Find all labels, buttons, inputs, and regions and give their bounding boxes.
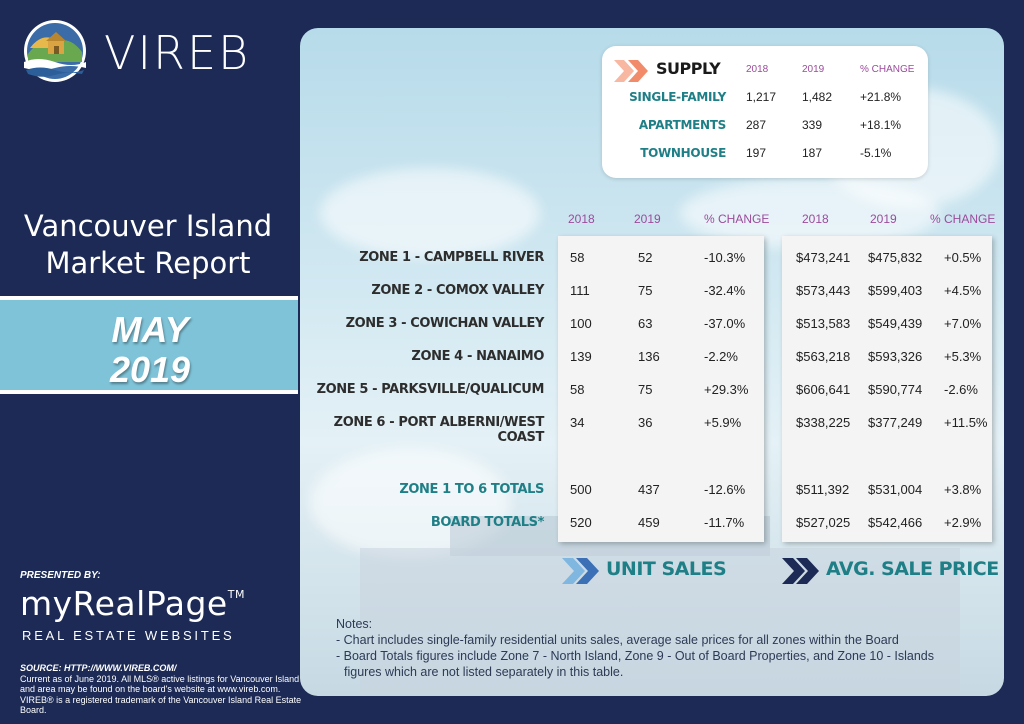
unit-2019: 75 — [638, 283, 653, 298]
unit-2018: 34 — [570, 415, 585, 430]
source-line: VIREB® is a registered trademark of the Vancouver Island Real Estate Board. — [20, 694, 302, 715]
unit-2018: 520 — [570, 515, 592, 530]
unit-2019: 136 — [638, 349, 660, 364]
avg-price-label: AVG. SALE PRICE — [826, 558, 999, 580]
unit-change: +29.3% — [704, 382, 749, 397]
price-change: +11.5% — [944, 415, 988, 430]
supply-header-2019: 2019 — [802, 64, 825, 75]
chevron-arrows-icon — [614, 60, 652, 82]
price-header-change: % CHANGE — [930, 212, 996, 226]
supply-value: 1,217 — [746, 90, 777, 104]
price-2019: $475,832 — [868, 250, 923, 265]
unit-change: -11.7% — [704, 515, 745, 530]
logo-text: VIREB — [104, 26, 251, 80]
price-change: +3.8% — [944, 482, 982, 497]
house-wave-logo-icon — [16, 18, 94, 84]
notes-line: figures which are not listed separately in this table. — [344, 665, 624, 679]
supply-row-label: TOWNHOUSE — [640, 146, 726, 160]
unit-2019: 437 — [638, 482, 660, 497]
month-band — [0, 296, 298, 394]
supply-value: 339 — [802, 118, 823, 132]
supply-card — [602, 46, 928, 178]
supply-header-2018: 2018 — [746, 64, 769, 75]
unit-header-2018: 2018 — [568, 212, 595, 226]
report-title-line1: Vancouver Island — [23, 209, 273, 243]
sponsor-trademark: TM — [227, 588, 245, 601]
source-block — [20, 663, 310, 716]
report-year: 2019 — [109, 349, 191, 390]
supply-value: 187 — [802, 146, 823, 160]
price-change: +0.5% — [944, 250, 982, 265]
unit-change: -12.6% — [704, 482, 746, 497]
unit-change: -37.0% — [704, 316, 746, 331]
price-2018: $606,641 — [796, 382, 851, 397]
unit-2019: 52 — [638, 250, 653, 265]
unit-change: -32.4% — [704, 283, 746, 298]
unit-2019: 63 — [638, 316, 653, 331]
totals-label: BOARD TOTALS* — [430, 515, 544, 530]
sponsor-name: myRealPage — [20, 584, 228, 623]
supply-row-label: SINGLE-FAMILY — [629, 90, 726, 104]
price-change: +7.0% — [944, 316, 982, 331]
price-2018: $511,392 — [796, 482, 850, 497]
zone-label: ZONE 4 - NANAIMO — [411, 349, 544, 364]
notes-line: - Chart includes single-family residential units sales, average sale prices for all zones within the Board — [336, 633, 899, 647]
supply-title: SUPPLY — [656, 59, 721, 78]
price-2018: $513,583 — [796, 316, 851, 331]
unit-2018: 58 — [570, 382, 585, 397]
unit-change: +5.9% — [704, 415, 742, 430]
totals-label: ZONE 1 TO 6 TOTALS — [399, 482, 544, 497]
zone-label: ZONE 3 - COWICHAN VALLEY — [345, 316, 544, 331]
unit-2018: 500 — [570, 482, 592, 497]
unit-2019: 36 — [638, 415, 653, 430]
price-header-2019: 2019 — [870, 212, 897, 226]
unit-header-2019: 2019 — [634, 212, 661, 226]
supply-value: 287 — [746, 118, 767, 132]
price-change: +5.3% — [944, 349, 982, 364]
price-2019: $593,326 — [868, 349, 923, 364]
report-panel — [300, 28, 1004, 696]
unit-2019: 75 — [638, 382, 653, 397]
sponsor-logo — [20, 584, 245, 623]
unit-2019: 459 — [638, 515, 660, 530]
supply-value: 197 — [746, 146, 767, 160]
sponsor-subtitle: REAL ESTATE WEBSITES — [22, 628, 235, 643]
price-2019: $377,249 — [868, 415, 923, 430]
report-month: MAY — [111, 309, 189, 350]
unit-2018: 139 — [570, 349, 592, 364]
unit-2018: 111 — [570, 283, 590, 298]
source-heading: SOURCE: HTTP://WWW.VIREB.COM/ — [20, 663, 177, 673]
supply-value: 1,482 — [802, 90, 833, 104]
supply-value: -5.1% — [860, 146, 892, 160]
unit-sales-label: UNIT SALES — [606, 558, 727, 580]
unit-change: -2.2% — [704, 349, 738, 364]
price-2018: $473,241 — [796, 250, 851, 265]
price-2019: $531,004 — [868, 482, 923, 497]
zone-label: ZONE 2 - COMOX VALLEY — [371, 283, 544, 298]
zone-label: ZONE 5 - PARKSVILLE/QUALICUM — [316, 382, 544, 397]
price-2019: $599,403 — [868, 283, 923, 298]
notes-line: - Board Totals figures include Zone 7 - North Island, Zone 9 - Out of Board Properties, and Zone 10 - Islands — [336, 649, 935, 663]
chevron-arrows-icon — [562, 558, 602, 584]
price-header-2018: 2018 — [802, 212, 829, 226]
unit-2018: 58 — [570, 250, 585, 265]
supply-value: +18.1% — [860, 118, 902, 132]
chevron-arrows-icon — [782, 558, 822, 584]
source-line: Current as of June 2019. All MLS® active listings for Vancouver Island — [20, 673, 300, 684]
price-2018: $527,025 — [796, 515, 851, 530]
report-title-line2: Market Report — [45, 246, 251, 280]
price-2018: $338,225 — [796, 415, 851, 430]
background-cloud — [320, 168, 540, 258]
unit-change: -10.3% — [704, 250, 746, 265]
zone-label: ZONE 6 - PORT ALBERNI/WEST COAST — [333, 415, 544, 445]
price-2018: $573,443 — [796, 283, 851, 298]
presented-by-label: PRESENTED BY: — [20, 570, 101, 581]
supply-header-change: % CHANGE — [860, 64, 915, 75]
zone-label: ZONE 1 - CAMPBELL RIVER — [359, 250, 544, 265]
price-2019: $542,466 — [868, 515, 923, 530]
price-change: +4.5% — [944, 283, 982, 298]
price-2019: $590,774 — [868, 382, 923, 397]
price-2018: $563,218 — [796, 349, 851, 364]
notes-title: Notes: — [336, 617, 373, 631]
supply-row-label: APARTMENTS — [638, 118, 726, 132]
vireb-logo — [16, 18, 296, 84]
price-change: -2.6% — [944, 382, 978, 397]
price-2019: $549,439 — [868, 316, 923, 331]
source-line: and area may be found on the board's website at www.vireb.com. — [20, 684, 281, 694]
supply-value: +21.8% — [860, 90, 902, 104]
notes-block — [336, 616, 996, 680]
unit-2018: 100 — [570, 316, 592, 331]
report-title — [0, 208, 296, 282]
price-change: +2.9% — [944, 515, 982, 530]
unit-header-change: % CHANGE — [704, 212, 770, 226]
